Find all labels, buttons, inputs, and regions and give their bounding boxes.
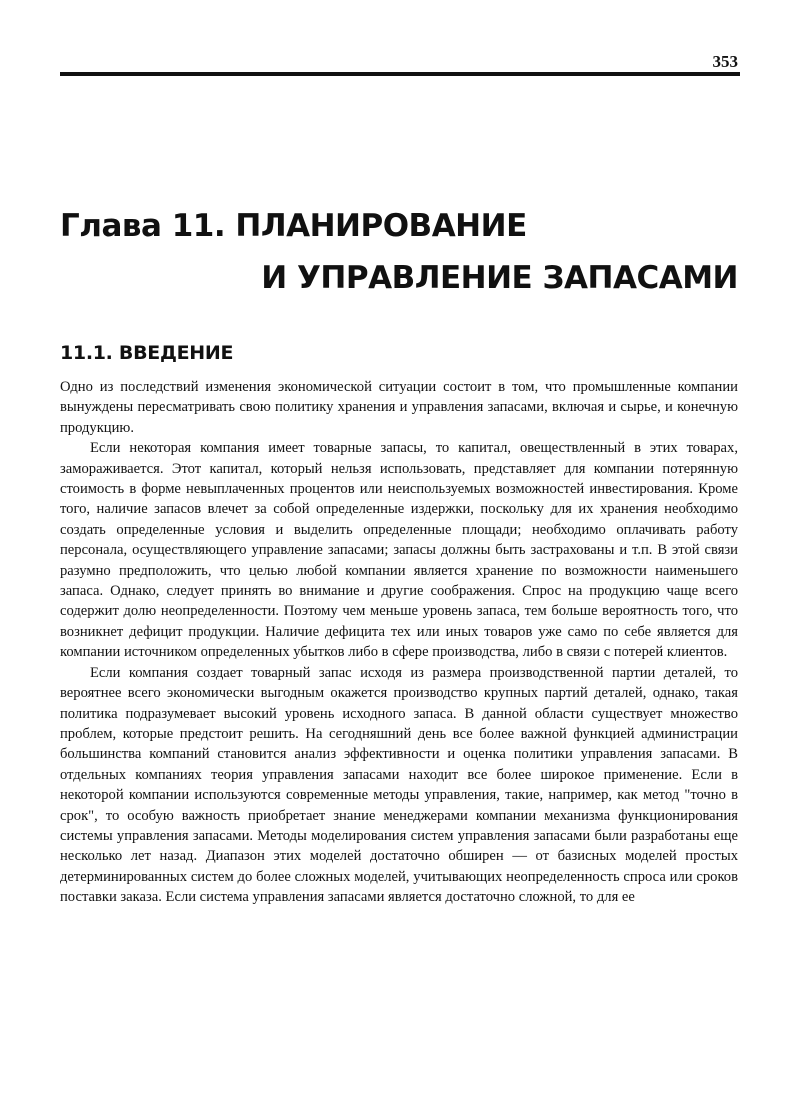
paragraph-1: Одно из последствий изменения экономической ситуации состоит в том, что промышленные компании вынуждены пересматривать свою политику хранения и управления запасами, включая и сырье, и конечную продукцию. — [60, 379, 738, 436]
section-heading: 11.1. ВВЕДЕНИЕ — [60, 342, 234, 364]
chapter-title-line-1: Глава 11. ПЛАНИРОВАНИЕ — [60, 208, 527, 244]
body-text — [60, 377, 738, 908]
page-number: 353 — [712, 52, 738, 71]
paragraph-3: Если компания создает товарный запас исходя из размера производственной партии деталей, то вероятнее всего экономически выгодным окажется производство крупных партий деталей, однако, такая политика подразумевает высокий уровень исходного запаса. В данной области существует множество проблем, которые предстоит решить. На сегодняшний день все более важной функцией администрации большинства компаний становится анализ эффективности и оценка политики управления запасами. В отдельных компаниях теория управления запасами находит все более широкое применение. Если в некоторой компании используются современные методы управления, такие, например, как метод "точно в срок", то особую важность приобретает знание менеджерами компании механизма функционирования системы управления запасами. Методы моделирования систем управления запасами были разработаны еще несколько лет назад. Диапазон этих моделей достаточно обширен — от базисных моделей простых детерминированных систем до более сложных моделей, учитывающих неопределенность спроса или сроков поставки заказа. Если система управления запасами является достаточно сложной, то для ее — [60, 664, 738, 906]
chapter-title — [60, 200, 738, 304]
chapter-title-line-2: И УПРАВЛЕНИЕ ЗАПАСАМИ — [261, 260, 738, 296]
paragraph-2: Если некоторая компания имеет товарные запасы, то капитал, овеществленный в этих товарах, замораживается. Этот капитал, который нельзя использовать, представляет для компании потерянную стоимость в форме невыплаченных процентов или неиспользуемых возможностей инвестирования. Кроме того, наличие запасов влечет за собой определенные издержки, поскольку для их хранения необходимо создать определенные условия и выделить определенные площади; необходимо оплачивать работу персонала, осуществляющего управление запасами; запасы должны быть застрахованы и т.п. В этой связи разумно предположить, что целью любой компании является хранение по возможности наименьшего запаса. Однако, следует принять во внимание и другие соображения. Спрос на продукцию чаще всего содержит долю неопределенности. Поэтому чем меньше уровень запаса, тем больше вероятность того, что возникнет дефицит продукции. Наличие дефицита тех или иных товаров уже само по себе является для компании источником определенных убытков либо в сфере производства, либо в связи с потерей клиентов. — [60, 440, 738, 661]
header-rule — [60, 72, 740, 76]
